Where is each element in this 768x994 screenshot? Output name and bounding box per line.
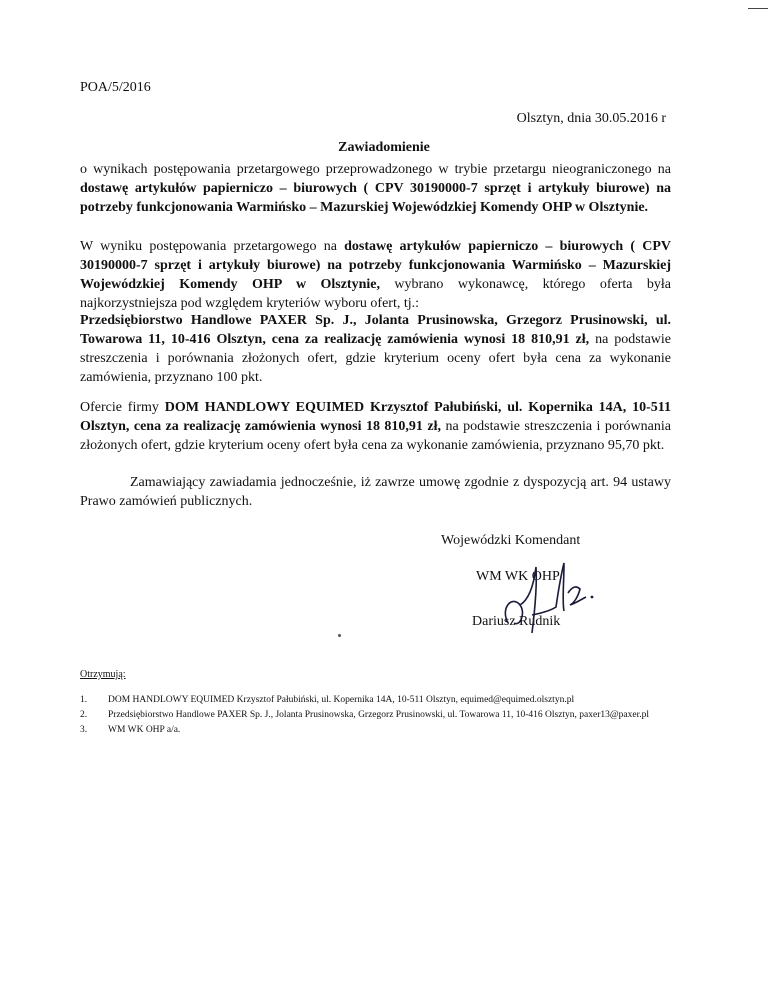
recipient-text: DOM HANDLOWY EQUIMED Krzysztof Pałubiński, ul. Kopernika 14A, 10-511 Olsztyn, equimed@equimed.olsztyn.pl [108, 695, 575, 705]
paragraph-text: Ofercie firmy [80, 400, 165, 415]
document-reference: POA/5/2016 [80, 80, 151, 95]
recipient-number: 1. [80, 695, 88, 705]
signature-name: Dariusz Rudnik [472, 614, 561, 629]
paragraph-text: na podstawie streszczenia i porównania złożonych ofert, gdzie kryterium oceny ofert była cena za wykonanie zamówienia, przyznano 100 pkt. [80, 332, 671, 385]
recipient-text: Przedsiębiorstwo Handlowe PAXER Sp. J., Jolanta Prusinowska, Grzegorz Prusinowski, ul. Towarowa 11, 10-416 Olsztyn, paxer13@paxer.pl [108, 710, 649, 720]
paragraph-text: o wynikach postępowania przetargowego przeprowadzonego w trybie przetargu nieograniczonego na [80, 162, 671, 177]
paragraph-bold-text: Przedsiębiorstwo Handlowe PAXER Sp. J., Jolanta Prusinowska, Grzegorz Prusinowski, ul. Towarowa 11, 10-416 Olsztyn, cena za realizację zamówienia wynosi 18 810,91 zł, [80, 313, 671, 347]
paragraph-bold-text: DOM HANDLOWY EQUIMED Krzysztof Pałubiński, ul. Kopernika 14A, 10-511 Olsztyn, cena za realizację zamówienia wynosi 18 810,91 zł, [80, 400, 671, 434]
recipients-label: Otrzymują: [80, 669, 126, 680]
recipient-text: WM WK OHP a/a. [108, 725, 181, 735]
paragraph-second-offer [80, 398, 671, 455]
paragraph-subject [80, 160, 671, 217]
signature-org: WM WK OHP [476, 569, 560, 584]
handwritten-signature [490, 553, 600, 643]
paragraph-text: wybrano wykonawcę, którego oferta była najkorzystniejsza pod względem kryteriów wyboru ofert, tj.: [80, 277, 672, 311]
recipient-number: 3. [80, 725, 88, 735]
paragraph-text: W wyniku postępowania przetargowego na [80, 239, 345, 254]
scan-speck [338, 634, 341, 637]
recipients-list [80, 694, 676, 739]
paragraph-notice: Zamawiający zawiadamia jednocześnie, iż zawrze umowę zgodnie z dyspozycją art. 94 ustawy Prawo zamówień publicznych. [80, 475, 671, 509]
paragraph-bold-text: dostawę artykułów papierniczo – biurowych ( CPV 30190000-7 sprzęt i artykuły biurowe) na potrzeby funkcjonowania Warmińsko – Mazurskiej Wojewódzkiej Komendy OHP w Olsztynie, [80, 239, 671, 292]
recipient-item [80, 724, 676, 736]
paragraph-result [80, 237, 671, 313]
scan-edge-mark [748, 8, 768, 9]
recipient-number: 2. [80, 710, 88, 720]
signature-stroke [520, 567, 536, 633]
paragraph-bold-text: dostawę artykułów papierniczo – biurowych ( CPV 30190000-7 sprzęt i artykuły biurowe) na potrzeby funkcjonowania Warmińsko – Mazurskiej Wojewódzkiej Komendy OHP w Olsztynie. [80, 181, 671, 215]
signature-stroke [568, 587, 586, 605]
recipient-item [80, 709, 676, 721]
signature-dot [591, 596, 594, 599]
paragraph-winning-offer [80, 311, 671, 387]
recipient-item [80, 694, 676, 706]
paragraph-text: na podstawie streszczenia i porównania złożonych ofert, gdzie kryterium oceny ofert była cena za wykonanie zamówienia, przyznano 95,70 pkt. [80, 419, 671, 453]
document-dateline: Olsztyn, dnia 30.05.2016 r [516, 111, 666, 126]
document-title: Zawiadomienie [338, 140, 430, 155]
signature-title: Wojewódzki Komendant [441, 533, 581, 548]
